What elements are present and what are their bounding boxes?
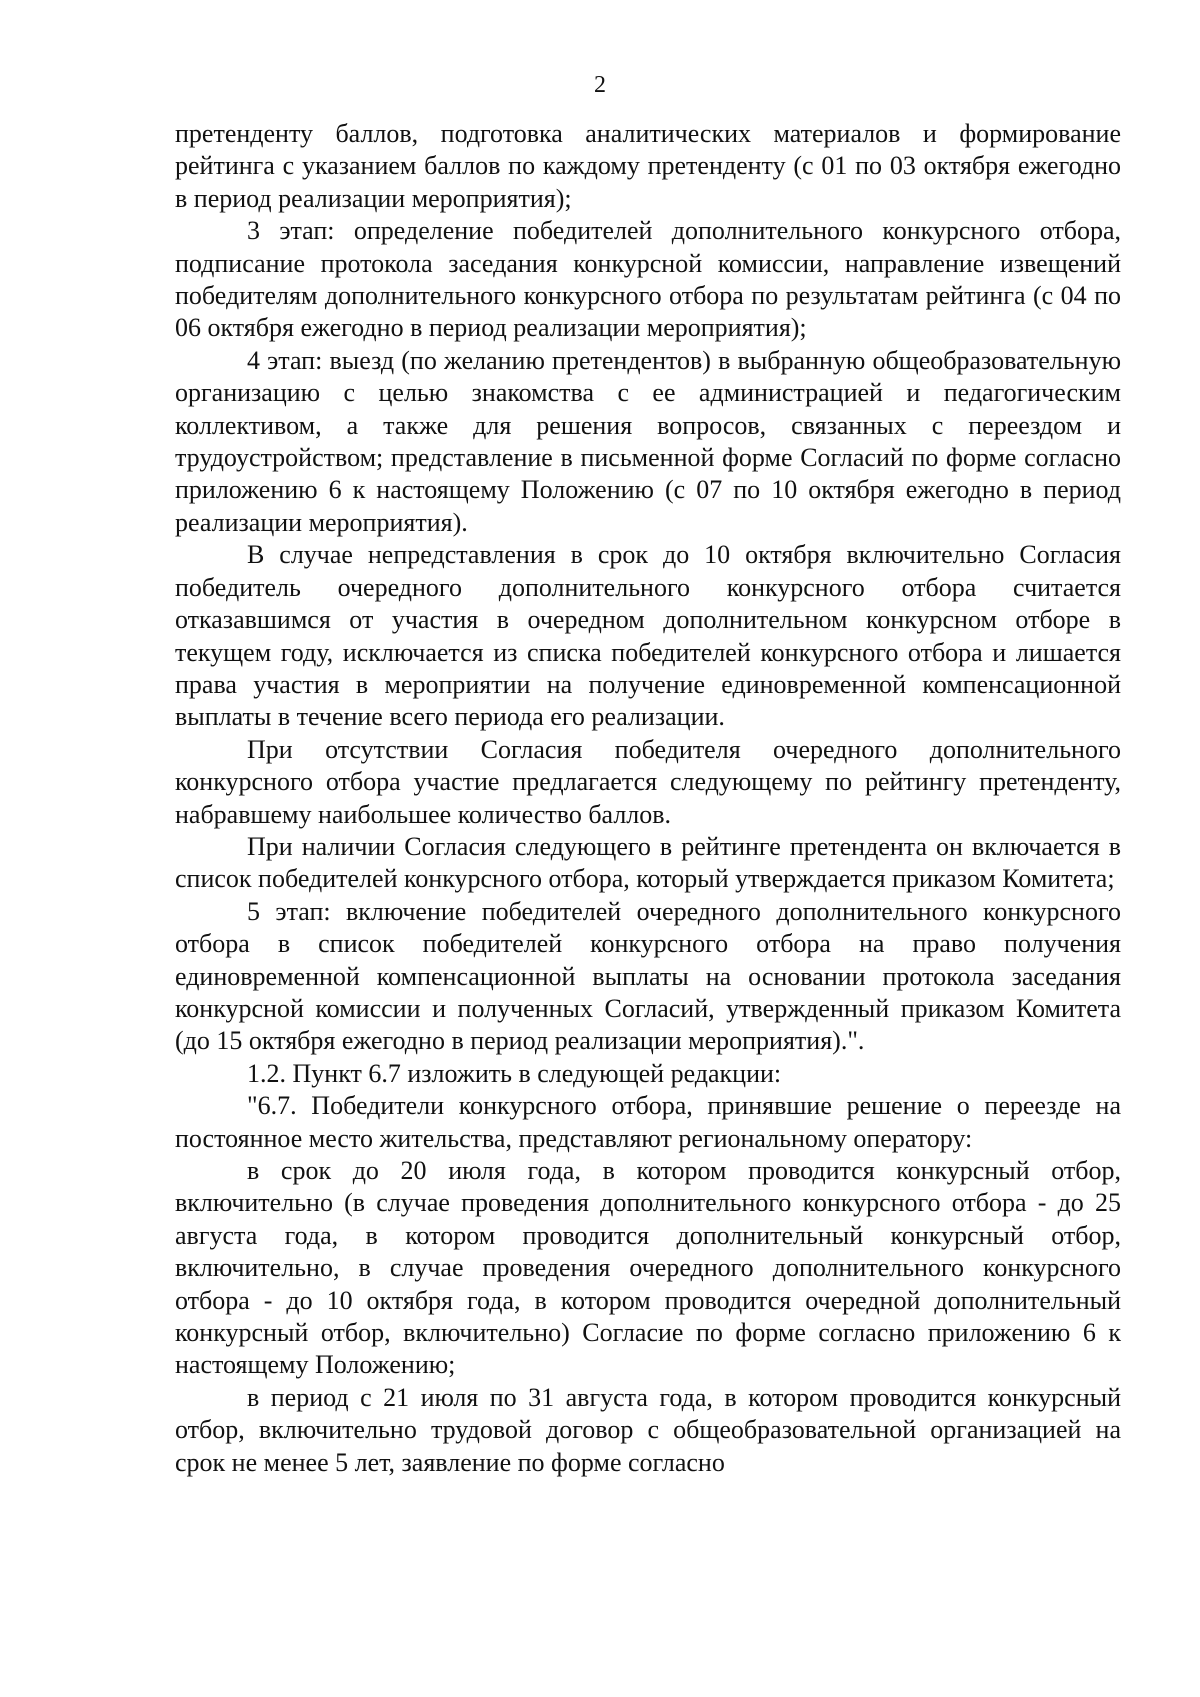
paragraph-6: При наличии Согласия следующего в рейтинге претендента он включается в список победителей конкурсного отбора, который утверждается приказом Комитета; — [175, 831, 1121, 894]
paragraph-1: претенденту баллов, подготовка аналитических материалов и формирование рейтинга с указанием баллов по каждому претенденту (с 01 по 03 октября ежегодно в период реализации мероприятия); — [175, 119, 1121, 213]
page-number: 2 — [594, 72, 606, 98]
paragraph-3: 4 этап: выезд (по желанию претендентов) в выбранную общеобразовательную организацию с целью знакомства с ее администрацией и педагогическим коллективом, а также для решения вопросов, связанных с переездом и трудоустройством; представление в письменной форме Согласий по форме согласно приложению 6 к настоящему Положению (с 07 по 10 октября ежегодно в период реализации мероприятия). — [175, 345, 1121, 537]
document-body — [175, 118, 1121, 1479]
paragraph-8: 1.2. Пункт 6.7 изложить в следующей редакции: — [247, 1058, 782, 1088]
paragraph-9: "6.7. Победители конкурсного отбора, принявшие решение о переезде на постоянное место жительства, представляют региональному оператору: — [175, 1091, 1121, 1153]
paragraph-5: При отсутствии Согласия победителя очередного дополнительного конкурсного отбора участие предлагается следующему по рейтингу претенденту, набравшему наибольшее количество баллов. — [175, 734, 1121, 829]
paragraph-11: в период с 21 июля по 31 августа года, в котором проводится конкурсный отбор, включительно трудовой договор с общеобразовательной организацией на срок не менее 5 лет, заявление по форме согласно — [175, 1382, 1121, 1477]
paragraph-7: 5 этап: включение победителей очередного дополнительного конкурсного отбора в список победителей конкурсного отбора на право получения единовременной компенсационной выплаты на основании протокола заседания конкурсной комиссии и полученных Согласий, утвержденный приказом Комитета (до 15 октября ежегодно в период реализации мероприятия).". — [175, 896, 1121, 1056]
paragraph-2: 3 этап: определение победителей дополнительного конкурсного отбора, подписание протокола заседания конкурсной комиссии, направление извещений победителям дополнительного конкурсного отбора по результатам рейтинга (с 04 по 06 октября ежегодно в период реализации мероприятия); — [175, 216, 1121, 343]
paragraph-4: В случае непредставления в срок до 10 октября включительно Согласия победитель очередного дополнительного конкурсного отбора считается отказавшимся от участия в очередном дополнительном конкурсном отборе в текущем году, исключается из списка победителей конкурсного отбора и лишается права участия в мероприятии на получение единовременной компенсационной выплаты в течение всего периода его реализации. — [175, 540, 1121, 732]
paragraph-10: в срок до 20 июля года, в котором проводится конкурсный отбор, включительно (в случае проведения дополнительного конкурсного отбора - до 25 августа года, в котором проводится дополнительный конкурсный отбор, включительно, в случае проведения очередного дополнительного конкурсного отбора - до 10 октября года, в котором проводится очередной дополнительный конкурсный отбор, включительно) Согласие по форме согласно приложению 6 к настоящему Положению; — [175, 1156, 1121, 1380]
